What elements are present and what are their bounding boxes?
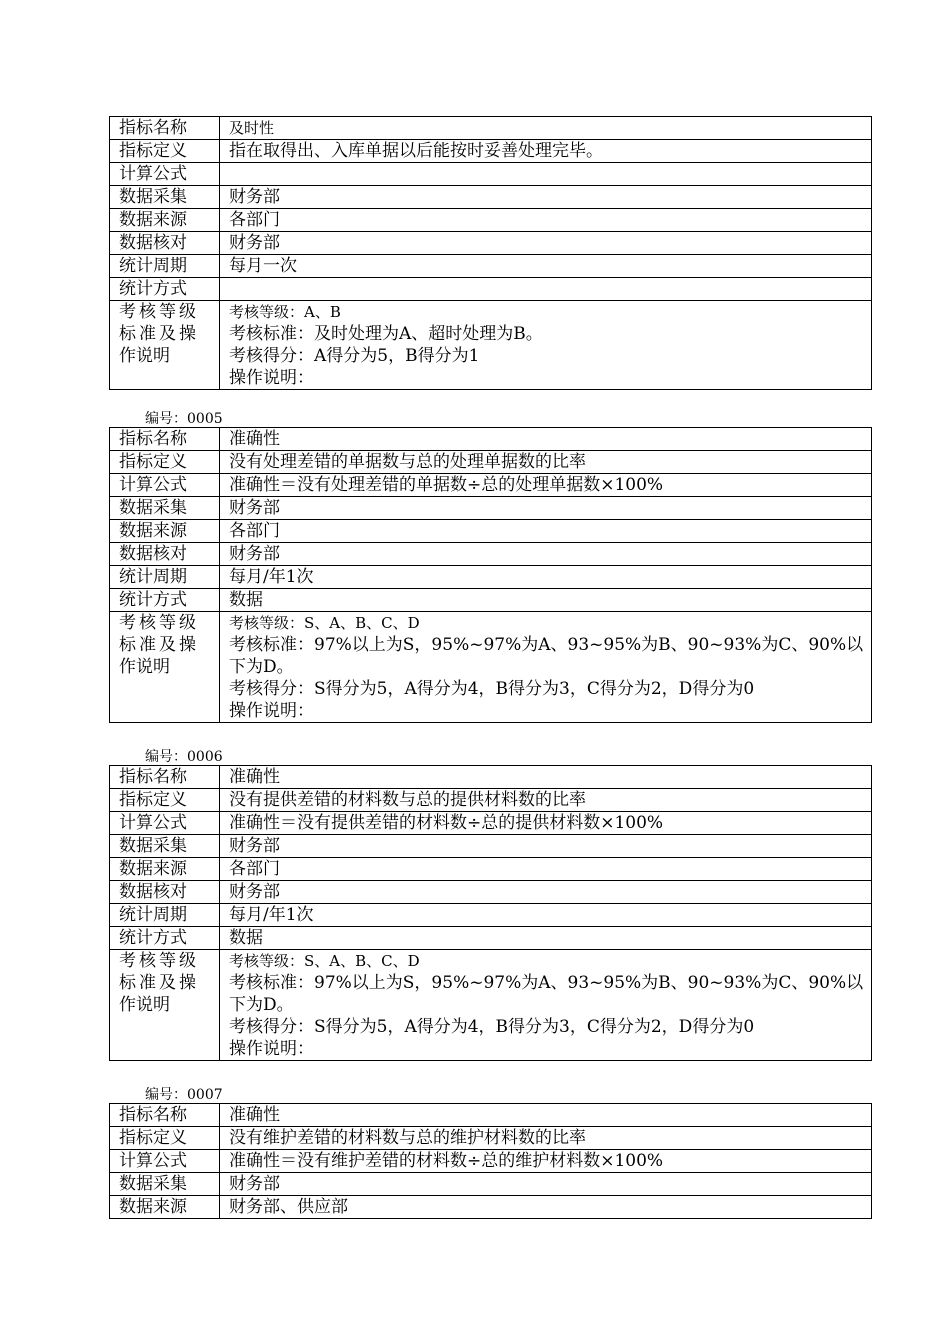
table-row: [110, 789, 872, 812]
table-row: [110, 117, 872, 140]
grading-label-line: 作说明: [119, 657, 170, 677]
grading-level: 考核等级：A、B: [229, 303, 341, 321]
table-row: [110, 209, 872, 232]
label-cell: 数据采集: [110, 186, 220, 209]
label-cell: 计算公式: [110, 474, 220, 497]
table-row: [110, 904, 872, 927]
table-row: [110, 497, 872, 520]
table-row: [110, 543, 872, 566]
table-row: [110, 1127, 872, 1150]
value-cell: 财务部、供应部: [220, 1196, 872, 1219]
value-cell: 数据: [220, 589, 872, 612]
table-row: [110, 766, 872, 789]
value-cell: 准确性: [220, 766, 872, 789]
label-cell: 数据核对: [110, 543, 220, 566]
label-cell: 指标定义: [110, 451, 220, 474]
label-cell: 数据来源: [110, 858, 220, 881]
metric-number: 编号：0006: [145, 749, 223, 765]
value-cell: 没有处理差错的单据数与总的处理单据数的比率: [220, 451, 872, 474]
label-cell: 数据核对: [110, 881, 220, 904]
value-cell: 各部门: [220, 858, 872, 881]
label-cell: 指标名称: [110, 428, 220, 451]
value-cell: 各部门: [220, 520, 872, 543]
grading-score: 考核得分：S得分为5，A得分为4，B得分为3，C得分为2，D得分为0: [229, 1017, 755, 1037]
value-cell: 准确性: [220, 1104, 872, 1127]
table-row: [110, 1196, 872, 1219]
table-row: [110, 428, 872, 451]
value-cell: 财务部: [220, 543, 872, 566]
grading-label-line: 考核等级: [119, 613, 199, 633]
grading-row: [110, 612, 872, 723]
table-row: [110, 163, 872, 186]
grading-standard: 考核标准：97%以上为S，95%~97%为A、93~95%为B、90~93%为C、90%以下为D。: [229, 973, 864, 1015]
table-row: [110, 1150, 872, 1173]
table-row: [110, 881, 872, 904]
value-cell: 准确性＝没有维护差错的材料数÷总的维护材料数×100%: [220, 1150, 872, 1173]
value-cell: 每月一次: [220, 255, 872, 278]
value-cell: 各部门: [220, 209, 872, 232]
label-cell: 数据来源: [110, 209, 220, 232]
label-cell: 计算公式: [110, 1150, 220, 1173]
grading-label-line: 标准及操: [119, 635, 199, 655]
value-cell: 财务部: [220, 1173, 872, 1196]
grading-score: 考核得分：S得分为5，A得分为4，B得分为3，C得分为2，D得分为0: [229, 679, 755, 699]
metric-table: [109, 765, 872, 1061]
label-cell: 数据来源: [110, 1196, 220, 1219]
table-row: [110, 1104, 872, 1127]
label-cell: 计算公式: [110, 163, 220, 186]
value-cell: 准确性＝没有处理差错的单据数÷总的处理单据数×100%: [220, 474, 872, 497]
grading-row: [110, 950, 872, 1061]
value-cell: 数据: [220, 927, 872, 950]
value-cell: [220, 163, 872, 186]
metric-table: [109, 1103, 872, 1219]
label-cell: 数据来源: [110, 520, 220, 543]
table-row: [110, 566, 872, 589]
table-row: [110, 255, 872, 278]
metric-number: 编号：0007: [145, 1087, 223, 1103]
table-row: [110, 520, 872, 543]
table-row: [110, 927, 872, 950]
label-cell: 统计方式: [110, 589, 220, 612]
label-cell: 统计方式: [110, 278, 220, 301]
grading-value-cell: [220, 950, 872, 1061]
label-cell: 数据采集: [110, 1173, 220, 1196]
value-cell: 准确性＝没有提供差错的材料数÷总的提供材料数×100%: [220, 812, 872, 835]
value-cell: 没有提供差错的材料数与总的提供材料数的比率: [220, 789, 872, 812]
grading-label-cell: [110, 950, 220, 1061]
value-cell: 及时性: [220, 117, 872, 140]
grading-note: 操作说明：: [229, 368, 314, 388]
metric-table: [109, 116, 872, 390]
table-row: [110, 474, 872, 497]
table-row: [110, 835, 872, 858]
metric-block-0006: [109, 749, 871, 1061]
table-row: [110, 589, 872, 612]
label-cell: 数据采集: [110, 497, 220, 520]
label-cell: 指标名称: [110, 117, 220, 140]
value-cell: 每月/年1次: [220, 904, 872, 927]
label-cell: 计算公式: [110, 812, 220, 835]
label-cell: 指标定义: [110, 789, 220, 812]
grading-score: 考核得分：A得分为5，B得分为1: [229, 346, 480, 366]
metric-block-0005: [109, 411, 871, 723]
grading-note: 操作说明：: [229, 1039, 314, 1059]
table-row: [110, 186, 872, 209]
value-cell: [220, 278, 872, 301]
value-cell: 财务部: [220, 835, 872, 858]
value-cell: 财务部: [220, 232, 872, 255]
label-cell: 统计周期: [110, 904, 220, 927]
grading-standard: 考核标准：97%以上为S，95%~97%为A、93~95%为B、90~93%为C、90%以下为D。: [229, 635, 864, 677]
label-cell: 统计方式: [110, 927, 220, 950]
table-row: [110, 1173, 872, 1196]
table-row: [110, 232, 872, 255]
value-cell: 每月/年1次: [220, 566, 872, 589]
label-cell: 统计周期: [110, 566, 220, 589]
table-row: [110, 812, 872, 835]
grading-label-line: 标准及操: [119, 973, 199, 993]
table-row: [110, 858, 872, 881]
label-cell: 数据核对: [110, 232, 220, 255]
metric-block-0007: [109, 1087, 871, 1219]
value-cell: 指在取得出、入库单据以后能按时妥善处理完毕。: [220, 140, 872, 163]
grading-note: 操作说明：: [229, 701, 314, 721]
value-cell: 财务部: [220, 497, 872, 520]
grading-label-line: 标准及操: [119, 324, 199, 344]
grading-label-cell: [110, 301, 220, 390]
grading-standard: 考核标准：及时处理为A、超时处理为B。: [229, 324, 543, 344]
grading-level: 考核等级：S、A、B、C、D: [229, 952, 420, 970]
value-cell: 没有维护差错的材料数与总的维护材料数的比率: [220, 1127, 872, 1150]
grading-label-line: 作说明: [119, 995, 170, 1015]
grading-value-cell: [220, 301, 872, 390]
value-cell: 财务部: [220, 881, 872, 904]
grading-value-cell: [220, 612, 872, 723]
grading-level: 考核等级：S、A、B、C、D: [229, 614, 420, 632]
table-row: [110, 140, 872, 163]
table-row: [110, 278, 872, 301]
grading-label-line: 作说明: [119, 346, 170, 366]
metric-table: [109, 427, 872, 723]
table-row: [110, 451, 872, 474]
grading-label-cell: [110, 612, 220, 723]
value-cell: 财务部: [220, 186, 872, 209]
value-cell: 准确性: [220, 428, 872, 451]
label-cell: 数据采集: [110, 835, 220, 858]
grading-label-line: 考核等级: [119, 951, 199, 971]
metric-block-timeliness: [109, 116, 871, 390]
label-cell: 指标名称: [110, 766, 220, 789]
label-cell: 指标定义: [110, 1127, 220, 1150]
label-cell: 统计周期: [110, 255, 220, 278]
label-cell: 指标名称: [110, 1104, 220, 1127]
grading-label-line: 考核等级: [119, 302, 199, 322]
grading-row: [110, 301, 872, 390]
metric-number: 编号：0005: [145, 411, 223, 427]
label-cell: 指标定义: [110, 140, 220, 163]
